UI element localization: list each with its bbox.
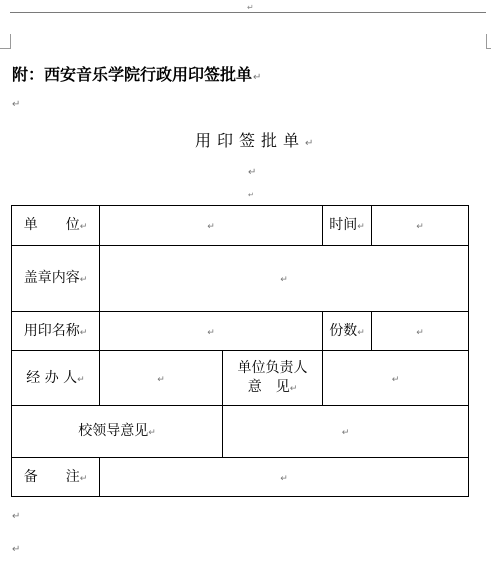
seal-content-label: 盖章内容 bbox=[23, 270, 80, 287]
remarks-value-cell[interactable] bbox=[100, 458, 469, 497]
seal-content-value-cell[interactable] bbox=[100, 246, 469, 312]
time-value-cell[interactable] bbox=[372, 206, 469, 246]
paragraph-mark: ↵ bbox=[79, 222, 88, 233]
paragraph-mark: ↵ bbox=[77, 374, 85, 385]
crop-mark-right bbox=[486, 34, 491, 49]
empty-paragraph-mark[interactable]: ↵ bbox=[12, 544, 21, 555]
empty-paragraph-mark[interactable]: ↵ bbox=[12, 511, 21, 522]
empty-paragraph-mark[interactable]: ↵ bbox=[248, 167, 257, 178]
empty-paragraph-mark[interactable]: ↵ bbox=[248, 191, 254, 199]
form-title-text: 用印签批单 bbox=[195, 131, 306, 150]
unit-label-cell bbox=[12, 206, 100, 246]
paragraph-mark: ↵ bbox=[391, 374, 400, 385]
school-leader-opinion-label-cell bbox=[12, 406, 223, 458]
paragraph-mark: ↵ bbox=[357, 222, 365, 233]
header-rule bbox=[10, 12, 486, 13]
document-heading[interactable] bbox=[12, 62, 261, 85]
paragraph-mark: ↵ bbox=[357, 327, 365, 338]
paragraph-mark: ↵ bbox=[148, 428, 156, 439]
approval-form-table bbox=[11, 205, 469, 497]
table-row-seal-content bbox=[12, 246, 469, 312]
copies-value-cell[interactable] bbox=[372, 312, 469, 351]
table-row-unit bbox=[12, 206, 469, 246]
paragraph-mark: ↵ bbox=[416, 327, 424, 338]
seal-name-label: 用印名称 bbox=[23, 322, 80, 339]
unit-head-opinion-line1: 单位负责人 bbox=[237, 360, 308, 377]
table-row-seal-name bbox=[12, 312, 469, 351]
paragraph-mark: ↵ bbox=[207, 327, 215, 338]
paragraph-mark: ↵ bbox=[253, 72, 262, 83]
paragraph-mark: ↵ bbox=[341, 428, 350, 439]
copies-label: 份数 bbox=[329, 322, 358, 339]
copies-label-cell bbox=[323, 312, 372, 351]
paragraph-mark: ↵ bbox=[157, 374, 165, 385]
table-row-handler bbox=[12, 351, 469, 406]
remarks-label: 备 注 bbox=[23, 468, 80, 485]
handler-label: 经 办 人 bbox=[26, 369, 78, 386]
school-leader-opinion-label: 校领导意见 bbox=[78, 423, 149, 440]
paragraph-mark: ↵ bbox=[79, 473, 88, 484]
unit-value-cell[interactable] bbox=[100, 206, 323, 246]
unit-label: 单 位 bbox=[23, 217, 80, 234]
remarks-label-cell bbox=[12, 458, 100, 497]
heading-text: 附：西安音乐学院行政用印签批单 bbox=[12, 65, 253, 84]
paragraph-mark: ↵ bbox=[280, 275, 288, 286]
paragraph-mark: ↵ bbox=[79, 327, 88, 338]
unit-head-opinion-label-cell bbox=[223, 351, 323, 406]
crop-mark-left bbox=[0, 34, 11, 49]
time-label-cell bbox=[323, 206, 372, 246]
seal-content-label-cell bbox=[12, 246, 100, 312]
paragraph-mark: ↵ bbox=[305, 138, 314, 149]
paragraph-mark: ↵ bbox=[207, 222, 215, 233]
empty-paragraph-mark[interactable]: ↵ bbox=[12, 99, 21, 110]
handler-value-cell[interactable] bbox=[100, 351, 223, 406]
table-row-school-leader bbox=[12, 406, 469, 458]
paragraph-mark: ↵ bbox=[280, 473, 288, 484]
paragraph-mark: ↵ bbox=[289, 384, 298, 394]
school-leader-opinion-value-cell[interactable] bbox=[223, 406, 469, 458]
header-paragraph-mark: ↵ bbox=[247, 3, 254, 12]
form-title[interactable] bbox=[195, 128, 313, 151]
time-label: 时间 bbox=[329, 217, 358, 234]
unit-head-opinion-value-cell[interactable] bbox=[323, 351, 469, 406]
seal-name-value-cell[interactable] bbox=[100, 312, 323, 351]
unit-head-opinion-line2: 意 见 bbox=[247, 379, 290, 395]
paragraph-mark: ↵ bbox=[79, 275, 88, 286]
table-row-remarks bbox=[12, 458, 469, 497]
seal-name-label-cell bbox=[12, 312, 100, 351]
paragraph-mark: ↵ bbox=[416, 222, 424, 233]
handler-label-cell bbox=[12, 351, 100, 406]
